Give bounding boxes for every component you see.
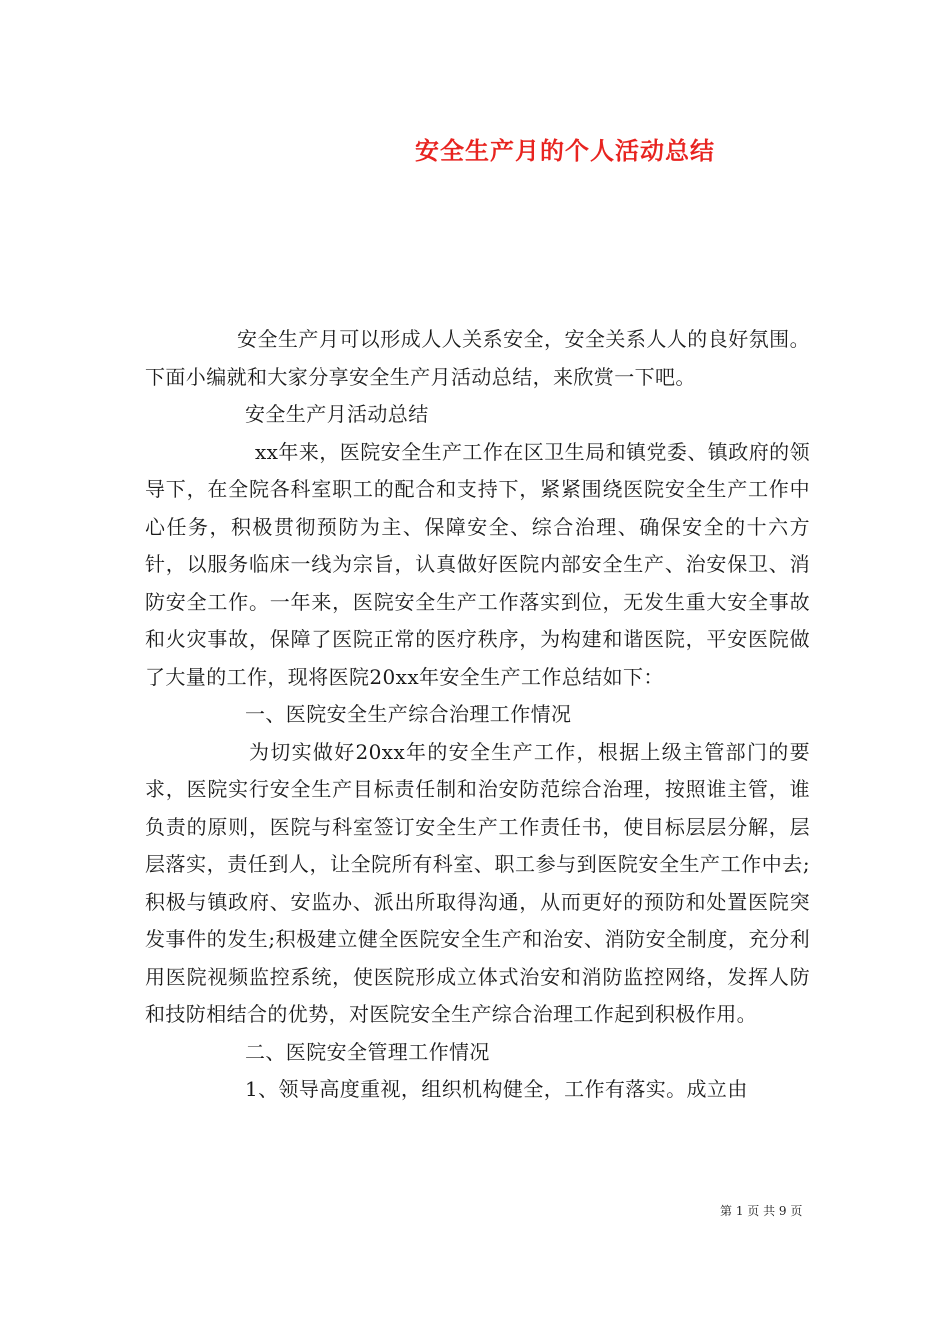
page-footer: 第 1 页 共 9 页 [720, 1204, 803, 1218]
document-body [145, 321, 810, 1109]
intro-paragraph: 安全生产月可以形成人人关系安全，安全关系人人的良好氛围。下面小编就和大家分享安全生产月活动总结，来欣赏一下吧。 [145, 327, 810, 389]
document-title: 安全生产月的个人活动总结 [415, 137, 715, 165]
paragraph-overview: xx年来，医院安全生产工作在区卫生局和镇党委、镇政府的领导下，在全院各科室职工的配合和支持下，紧紧围绕医院安全生产工作中心任务，积极贯彻预防为主、保障安全、综合治理、确保安全的十六方针，以服务临床一线为宗旨，认真做好医院内部安全生产、治安保卫、消防安全工作。一年来，医院安全生产工作落实到位，无发生重大安全事故和火灾事故，保障了医院正常的医疗秩序，为构建和谐医院，平安医院做了大量的工作，现将医院20xx年安全生产工作总结如下： [145, 439, 810, 689]
section-heading-two: 二、医院安全管理工作情况 [245, 1039, 490, 1064]
section-heading-one: 一、医院安全生产综合治理工作情况 [245, 702, 572, 726]
paragraph-section-one: 为切实做好20xx年的安全生产工作，根据上级主管部门的要求，医院实行安全生产目标责任制和治安防范综合治理，按照谁主管，谁负责的原则，医院与科室签订安全生产工作责任书，使目标层层分解，层层落实，责任到人，让全院所有科室、职工参与到医院安全生产工作中去;积极与镇政府、安监办、派出所取得沟通，从而更好的预防和处置医院突发事件的发生;积极建立健全医院安全生产和治安、消防安全制度，充分利用医院视频监控系统，使医院形成立体式治安和消防监控网络，发挥人防和技防相结合的优势，对医院安全生产综合治理工作起到积极作用。 [145, 739, 810, 1026]
paragraph-section-two-start: 1、领导高度重视，组织机构健全，工作有落实。成立由 [245, 1077, 748, 1101]
section-heading-summary: 安全生产月活动总结 [245, 402, 429, 426]
